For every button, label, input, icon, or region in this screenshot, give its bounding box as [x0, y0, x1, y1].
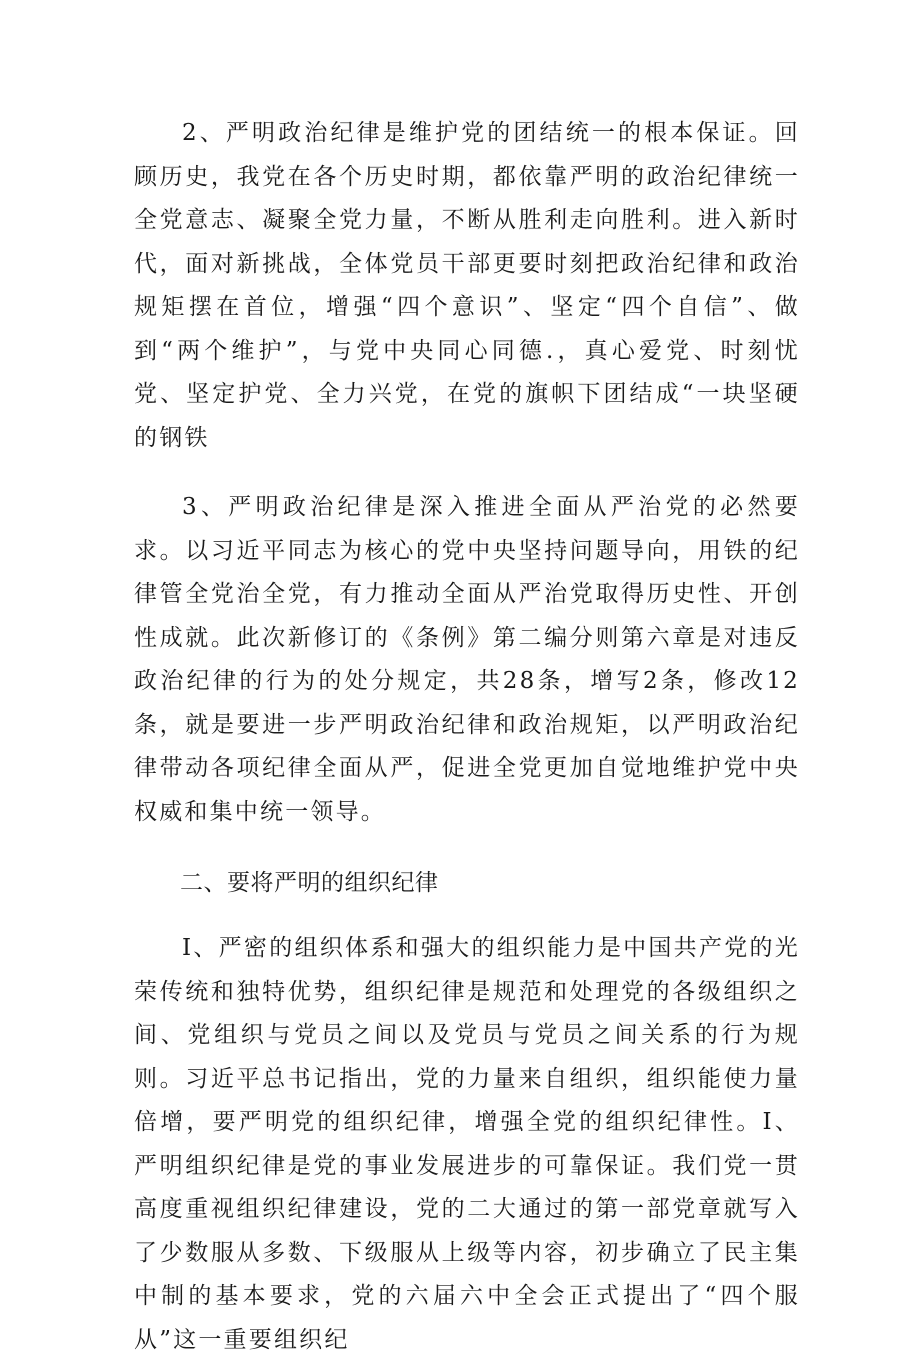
paragraph-political-discipline-strict-governance: 3、严明政治纪律是深入推进全面从严治党的必然要求。以习近平同志为核心的党中央坚持问题导向，用铁的纪律管全党治全党，有力推动全面从严治党取得历史性、开创性成就。此次新修订的《条例》第二编分则第六章是对违反政治纪律的行为的处分规定，共28条，增写2条，修改12条，就是要进一步严明政治纪律和政治规矩，以严明政治纪律带动各项纪律全面从严，促进全党更加自觉地维护党中央权威和集中统一领导。 [134, 494, 800, 825]
paragraph-political-discipline-unity: 2、严明政治纪律是维护党的团结统一的根本保证。回顾历史，我党在各个历史时期，都依靠严明的政治纪律统一全党意志、凝聚全党力量，不断从胜利走向胜利。进入新时代，面对新挑战，全体党员干部更要时刻把政治纪律和政治规矩摆在首位，增强“四个意识”、坚定“四个自信”、做到“两个维护”，与党中央同心同德.，真心爱党、时刻忧党、坚定护党、全力兴党，在党的旗帜下团结成“一块坚硬的钢铁 [134, 120, 800, 451]
section-heading-organizational-discipline: 二、要将严明的组织纪律 [180, 870, 439, 896]
paragraph-organizational-discipline: I、严密的组织体系和强大的组织能力是中国共产党的光荣传统和独特优势，组织纪律是规范和处理党的各级组织之间、党组织与党员之间以及党员与党员之间关系的行为规则。习近平总书记指出，党的力量来自组织，组织能使力量倍增，要严明党的组织纪律，增强全党的组织纪律性。I、严明组织纪律是党的事业发展进步的可靠保证。我们党一贯高度重视组织纪律建设，党的二大通过的第一部党章就写入了少数服从多数、下级服从上级等内容，初步确立了民主集中制的基本要求，党的六届六中全会正式提出了“四个服从”这一重要组织纪 [134, 935, 800, 1353]
